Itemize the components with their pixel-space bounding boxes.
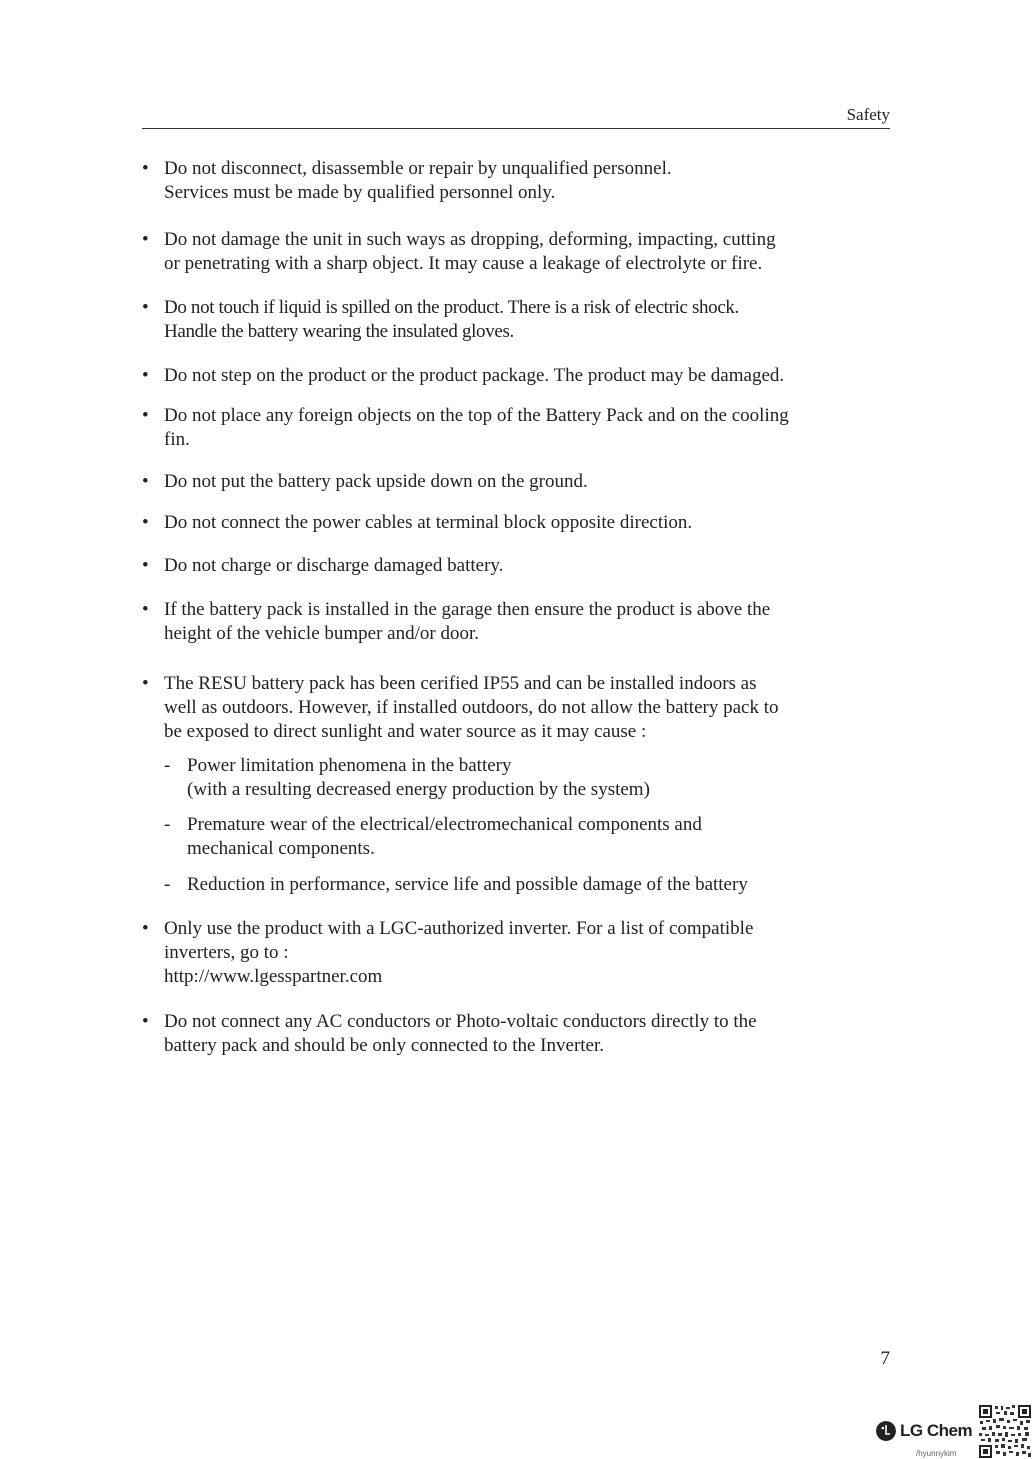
text-line: Do not damage the unit in such ways as dropping, deforming, impacting, cutting [164,229,776,250]
text-line: Premature wear of the electrical/electromechanical components and [187,814,702,835]
list-item-text [164,364,902,388]
bullet-icon: • [142,365,149,386]
bullet-icon: • [142,158,149,179]
text-line: Do not charge or discharge damaged battery. [164,555,504,576]
bullet-icon: • [142,297,149,318]
list-item-text [164,404,902,452]
text-line: Handle the battery wearing the insulated gloves. [164,321,514,342]
text-line: inverters, go to : [164,942,289,963]
page-header [142,104,890,129]
list-item-text [164,917,902,989]
list-item-text [164,470,902,494]
text-line: Only use the product with a LGC-authorized inverter. For a list of compatible [164,918,754,939]
bullet-icon: • [142,599,149,620]
list-item-text [164,598,902,646]
partner-link[interactable]: http://www.lgesspartner.com [164,966,383,987]
bullet-icon: • [142,471,149,492]
text-line: Do not touch if liquid is spilled on the product. There is a risk of electric shock. [164,297,739,318]
dash-icon: - [164,814,171,835]
text-line: Do not connect the power cables at terminal block opposite direction. [164,512,693,533]
sub-list-item-text [187,813,702,861]
bullet-icon: • [142,229,149,250]
text-line: well as outdoors. However, if installed outdoors, do not allow the battery pack to [164,697,779,718]
text-line: height of the vehicle bumper and/or door. [164,623,479,644]
sub-list-item-text [187,873,748,897]
text-line: or penetrating with a sharp object. It may cause a leakage of electrolyte or fire. [164,253,763,274]
bullet-icon: • [142,512,149,533]
text-line: fin. [164,429,190,450]
text-line: Services must be made by qualified personnel only. [164,182,556,203]
list-item-text [164,228,902,276]
list-item-text [164,554,902,578]
qr-code-icon [978,1404,1032,1459]
dash-icon: - [164,755,171,776]
text-line: (with a resulting decreased energy production by the system) [187,779,650,800]
bullet-icon: • [142,405,149,426]
bullet-icon: • [142,555,149,576]
bullet-icon: • [142,673,149,694]
text-line: Do not step on the product or the product package. The product may be damaged. [164,365,785,386]
page-number: 7 [880,1348,890,1369]
logo-text: LG Chem [900,1421,973,1440]
text-line: Do not connect any AC conductors or Photo-voltaic conductors directly to the [164,1011,757,1032]
text-line: Power limitation phenomena in the battery [187,755,512,776]
text-line: Reduction in performance, service life and possible damage of the battery [187,874,748,895]
section-title: Safety [846,105,890,124]
list-item-text [164,296,902,344]
watermark-text: /hyunnykim [916,1449,957,1458]
dash-icon: - [164,874,171,895]
lg-chem-logo [876,1418,976,1444]
lg-face-icon [876,1421,896,1441]
bullet-icon: • [142,1011,149,1032]
list-item-text [164,511,902,535]
list-item-text [164,1010,902,1058]
text-line: Do not put the battery pack upside down on the ground. [164,471,588,492]
text-line: be exposed to direct sunlight and water source as it may cause : [164,721,647,742]
text-line: The RESU battery pack has been cerified IP55 and can be installed indoors as [164,673,757,694]
list-item-text [164,157,902,205]
text-line: If the battery pack is installed in the garage then ensure the product is above the [164,599,771,620]
sub-list-item-text [187,754,650,802]
text-line: Do not place any foreign objects on the top of the Battery Pack and on the cooling [164,405,789,426]
list-item-text [164,672,902,744]
text-line: battery pack and should be only connected to the Inverter. [164,1035,605,1056]
text-line: Do not disconnect, disassemble or repair by unqualified personnel. [164,158,672,179]
text-line: mechanical components. [187,838,375,859]
bullet-icon: • [142,918,149,939]
